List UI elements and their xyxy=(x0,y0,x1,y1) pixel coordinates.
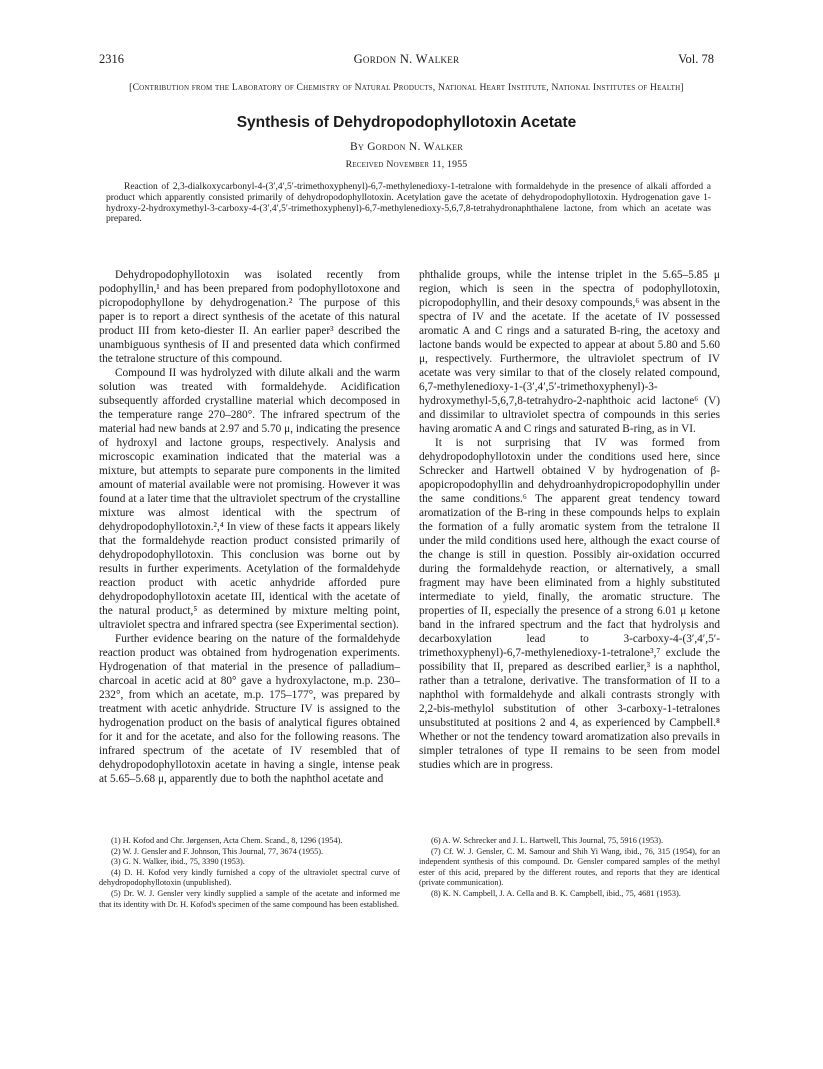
paragraph: It is not surprising that IV was formed from dehydropodophyllotoxin under the conditions used here, since Schrecker and Hartwell obtained V by hydrogenation of β-apopicropodophyllin and dehydroanhydropicropodophyllin under the same conditions.⁶ The apparent great tendency toward aromatization of the B-ring in these compounds helps to explain the formation of a fully aromatic system from the tetralone II under the mild conditions used here, although the exact course of the change is still in question. Possibly air-oxidation occurred during the formaldehyde reaction, or alternatively, a small fragment may have been eliminated from a highly substituted intermediate to yield, finally, the aromatic structure. The properties of II, especially the presence of a strong 6.01 μ ketone band in the infrared spectrum and the fact that hydrolysis and decarboxylation lead to 3-carboxy-4-(3′,4′,5′-trimethoxyphenyl)-6,7-methylenedioxy-1-tetralone³,⁷ exclude the possibility that II, prepared as described earlier,³ is a naphthol, rather than a tetralone, derivative. The transformation of II to a naphthol with formaldehyde and alkali contrasts strongly with 2,2-bis-methylol substitution of other 3-carboxy-1-tetralones unsubstituted at positions 2 and 4, as experienced by Campbell.⁸ Whether or not the tendency toward aromatization also prevails in simpler tetralones of type II remains to be seen from model studies which are in progress. xyxy=(419,437,720,771)
paragraph: Further evidence bearing on the nature of the formaldehyde reaction product was obtained from hydrogenation experiments. Hydrogenation of that material in the presence of palladium–charcoal in acetic acid at 80° gave a hydroxylactone, m.p. 230–232°, from which an acetate, m.p. 175–177°, was prepared by treatment with acetic anhydride. Structure IV is assigned to the hydrogenation product on the basis of analytical figures obtained for it and for the acetate, and also for the following reasons. The infrared spectrum of the acetate of IV resembled that of dehydropodophyllotoxin acetate in having a single, intense peak at 5.65–5.68 μ, apparently due to both the naphthol acetate and xyxy=(99,633,400,785)
volume-label: Vol. 78 xyxy=(678,52,714,66)
footnote: (5) Dr. W. J. Gensler very kindly supplied a sample of the acetate and informed me that its identity with Dr. H. Kofod's specimen of the same compound has been established. xyxy=(99,888,400,909)
page-number: 2316 xyxy=(99,52,124,66)
paragraph: Dehydropodophyllotoxin was isolated recently from podophyllin,¹ and has been prepared from podophyllotoxone and picropodophyllone by dehydrogenation.² The purpose of this paper is to report a direct synthesis of the acetate of this natural product III from keto-diester II. An earlier paper³ described the unambiguous synthesis of II and presented data which confirmed the tetralone structure of this compound. xyxy=(99,269,400,365)
footnote: (4) D. H. Kofod very kindly furnished a copy of the ultraviolet spectral curve of dehydropodophyllotoxin (unpublished). xyxy=(99,867,400,888)
footnote: (1) H. Kofod and Chr. Jørgensen, Acta Chem. Scand., 8, 1296 (1954). xyxy=(111,836,343,845)
footnotes-left xyxy=(99,836,400,910)
footnote: (3) G. N. Walker, ibid., 75, 3390 (1953). xyxy=(111,857,245,867)
running-header xyxy=(99,52,714,68)
contribution-note: [Contribution from the Laboratory of Chemistry of Natural Products, National Heart Institute, National Institutes of Health] xyxy=(129,82,684,93)
footnote: (2) W. J. Gensler and F. Johnson, This Journal, 77, 3674 (1955). xyxy=(111,846,324,856)
footnotes-right xyxy=(419,836,720,900)
paragraph: Compound II was hydrolyzed with dilute alkali and the warm solution was treated with formaldehyde. Acidification subsequently afforded crystalline material which decomposed in the temperature range 270–280°. The infrared spectrum of the material had new bands at 2.97 and 5.70 μ, indicating the presence of hydroxyl and lactone groups, respectively. Analysis and microscopic examination indicated that the material was a mixture, but attempts to separate pure components in the limited amount of material available were not promising. However it was found at a later time that the ultraviolet spectrum of the crystalline mixture was almost identical with the spectrum of dehydropodophyllotoxin.²,⁴ In view of these facts it appears likely that the formaldehyde reaction product consisted primarily of dehydropodophyllotoxin. This conclusion was borne out by results in further experiments. Acetylation of the formaldehyde reaction product with acetic anhydride afforded pure dehydropodophyllotoxin acetate III, identical with the acetate of the natural product,⁵ as determined by mixture melting point, ultraviolet spectra and infrared spectra (see Experimental section). xyxy=(99,367,400,631)
footnote: (7) Cf. W. J. Gensler, C. M. Samour and Shih Yi Wang, ibid., 76, 315 (1954), for an independent synthesis of this compound. Dr. Gensler compared samples of the methyl ester of this acid, prepared by the different routes, and reports that they are identical (private communication). xyxy=(419,846,720,888)
received-date: Received November 11, 1955 xyxy=(345,159,468,170)
abstract: Reaction of 2,3-dialkoxycarbonyl-4-(3′,4′,5′-trimethoxyphenyl)-6,7-methylenedioxy-1-tetralone with formaldehyde in the presence of alkali afforded a product which apparently consisted primarily of dehydropodophyllotoxin. Acetylation gave the acetate of dehydropodophyllotoxin. Hydrogenation gave 1-hydroxy-2-hydroxymethyl-3-carboxy-4-(3′,4′,5′-trimethoxyphenyl)-6,7-methylenedioxy-5,6,7,8-tetrahydronaphthalene lactone, from which an acetate was prepared. xyxy=(106,182,711,225)
byline: By Gordon N. Walker xyxy=(349,141,463,153)
article-title: Synthesis of Dehydropodophyllotoxin Acetate xyxy=(236,114,577,131)
running-author: Gordon N. Walker xyxy=(353,52,460,66)
body-left-column xyxy=(99,268,400,786)
footnote: (8) K. N. Campbell, J. A. Cella and B. K. Campbell, ibid., 75, 4681 (1953). xyxy=(431,888,681,898)
body-right-column xyxy=(419,268,720,772)
footnote: (6) A. W. Schrecker and J. L. Hartwell, This Journal, 75, 5916 (1953). xyxy=(431,836,664,845)
paragraph: phthalide groups, while the intense triplet in the 5.65–5.85 μ region, which is seen in the spectra of podophyllotoxin, picropodophyllin, and their desoxy compounds,⁶ was absent in the spectra of IV and the acetate. If the acetate of IV possessed aromatic A and C rings and a saturated B-ring, the acetoxy and lactone bands would be expected to appear at about 5.80 and 5.60 μ, respectively. Furthermore, the ultraviolet spectrum of IV acetate was very similar to that of the closely related compound, 6,7-methylenedioxy-1-(3′,4′,5′-trimethoxyphenyl)-3-hydroxymethyl-5,6,7,8-tetrahydro-2-naphthoic acid lactone⁶ (V) and dissimilar to ultraviolet spectra of compounds in this series having aromatic A and C rings and saturated B-ring, as in VI. xyxy=(419,269,720,435)
